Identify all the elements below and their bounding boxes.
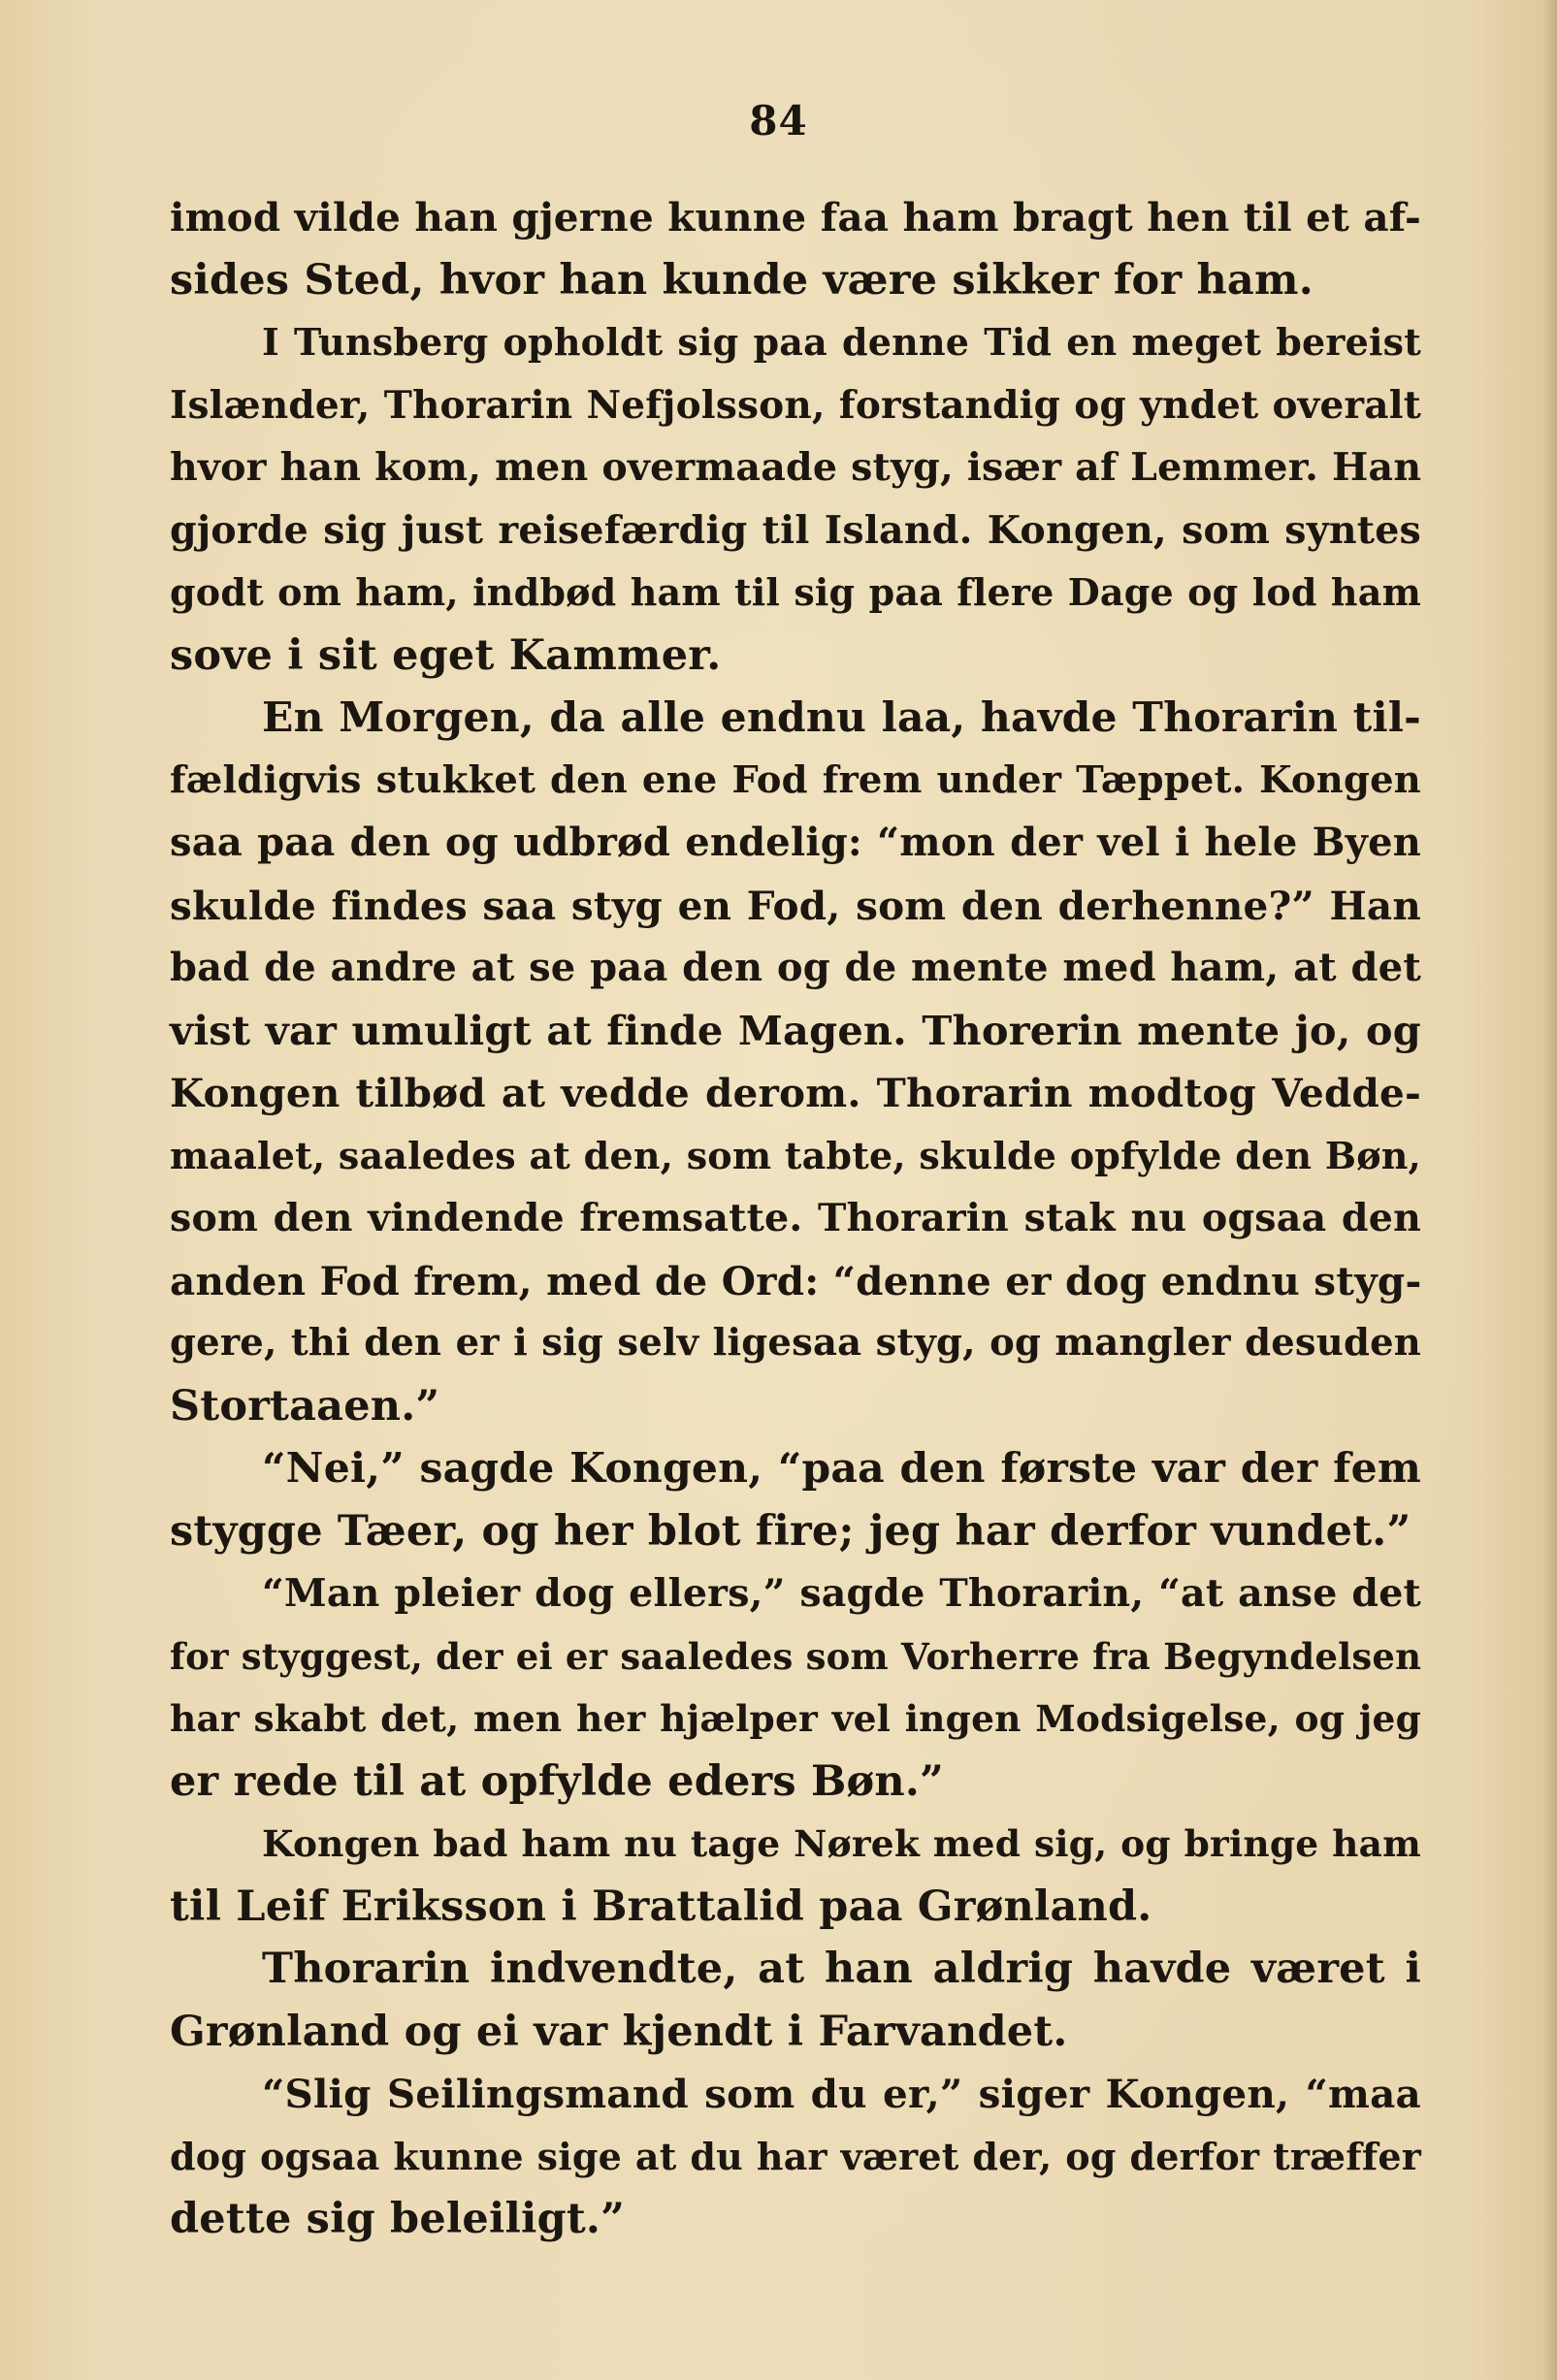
text-line: til Leif Eriksson i Brattalid paa Grønland.: [170, 1881, 1152, 1931]
text-line: saa paa den og udbrød endelig: “mon der vel i hele Byen: [170, 820, 1421, 865]
body-text: [170, 186, 1421, 2251]
text-line: Islænder, Thorarin Nefjolsson, forstandig og yndet overalt: [170, 382, 1421, 428]
text-line: anden Fod frem, med de Ord: “denne er dog endnu styg-: [170, 1257, 1422, 1304]
text-line: Stortaaen.”: [170, 1381, 440, 1431]
text-line: I Tunsberg opholdt sig paa denne Tid en meget bereist: [262, 320, 1421, 364]
text-line: dog ogsaa kunne sige at du har været der, og derfor træffer: [170, 2134, 1421, 2178]
text-line: fældigvis stukket den ene Fod frem under Tæppet. Kongen: [170, 757, 1421, 802]
text-line: er rede til at opfylde eders Bøn.”: [170, 1756, 944, 1806]
text-line: skulde findes saa styg en Fod, som den derhenne?” Han: [170, 882, 1421, 929]
text-line: dette sig beleiligt.”: [170, 2195, 626, 2243]
text-line: Kongen tilbød at vedde derom. Thorarin modtog Vedde-: [170, 1070, 1421, 1116]
text-line: Kongen bad ham nu tage Nørek med sig, og bringe ham: [262, 1822, 1421, 1865]
text-line: har skabt det, men her hjælper vel ingen Modsigelse, og jeg: [170, 1697, 1421, 1740]
text-line: vist var umuligt at finde Magen. Thorerin mente jo, og: [170, 1006, 1421, 1054]
text-line: godt om ham, indbød ham til sig paa flere Dage og lod ham: [170, 570, 1421, 614]
text-line: sove i sit eget Kammer.: [170, 630, 722, 680]
page-number: 84: [749, 97, 808, 145]
text-line: bad de andre at se paa den og de mente med ham, at det: [170, 945, 1421, 990]
page-edge-shadow: [1543, 0, 1557, 2380]
text-line: gere, thi den er i sig selv ligesaa styg, og mangler desuden: [170, 1321, 1421, 1365]
text-line: for styggest, der ei er saaledes som Vorherre fra Begyndelsen: [170, 1634, 1422, 1678]
text-line: maalet, saaledes at den, som tabte, skulde opfylde den Bøn,: [170, 1133, 1421, 1177]
text-line: Thorarin indvendte, at han aldrig havde været i: [262, 1945, 1421, 1993]
text-line: “Nei,” sagde Kongen, “paa den første var der fem: [262, 1444, 1421, 1493]
text-line: stygge Tæer, og her blot fire; jeg har derfor vundet.”: [170, 1506, 1411, 1556]
text-line: hvor han kom, men overmaade styg, især af Lemmer. Han: [170, 445, 1422, 490]
text-line: En Morgen, da alle endnu laa, havde Thorarin til-: [262, 693, 1421, 742]
text-line: imod vilde han gjerne kunne faa ham bragt hen til et af-: [170, 194, 1421, 241]
text-line: sides Sted, hvor han kunde være sikker for ham.: [170, 255, 1314, 305]
text-line: “Man pleier dog ellers,” sagde Thorarin, “at anse det: [262, 1571, 1421, 1616]
text-line: “Slig Seilingsmand som du er,” siger Kongen, “maa: [262, 2071, 1421, 2117]
text-line: som den vindende fremsatte. Thorarin stak nu ogsaa den: [170, 1196, 1421, 1240]
text-line: Grønland og ei var kjendt i Farvandet.: [170, 2007, 1068, 2056]
text-line: gjorde sig just reisefærdig til Island. Kongen, som syntes: [170, 507, 1421, 553]
